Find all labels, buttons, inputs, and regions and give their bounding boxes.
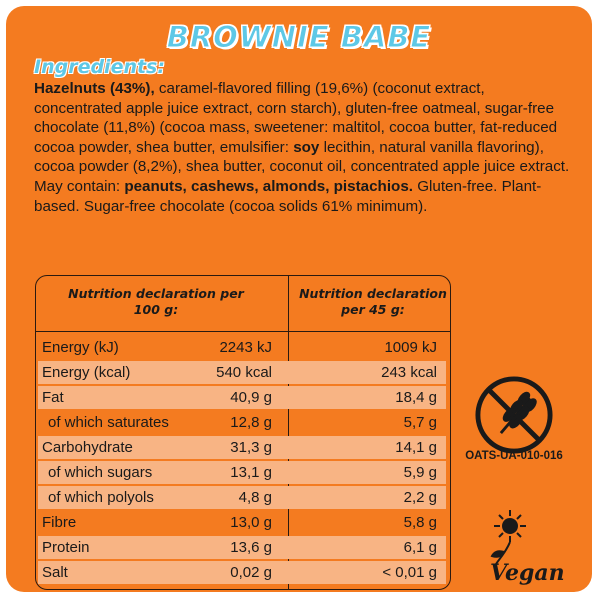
ingredient-highlight: soy: [293, 138, 320, 156]
product-label-card: [6, 6, 592, 592]
value-per-100g: 540 kcal: [216, 364, 272, 381]
value-per-100g: 40,9 g: [230, 389, 272, 406]
nutrition-row: [36, 510, 450, 535]
product-title: BROWNIE BABE: [166, 20, 432, 54]
nutrient-name: Fat: [42, 389, 64, 406]
header-separator: [36, 331, 450, 332]
value-per-100g: 4,8 g: [238, 489, 272, 506]
value-per-45g: < 0,01 g: [382, 564, 437, 581]
nutrition-row: [36, 535, 450, 560]
ingredient-highlight: Hazelnuts (43%),: [34, 80, 155, 97]
nutrient-name: Salt: [42, 564, 68, 581]
ingredient-highlight: peanuts, cashews, almonds, pistachios.: [124, 177, 413, 195]
value-per-100g: 2243 kJ: [219, 339, 272, 356]
value-per-45g: 2,2 g: [403, 489, 437, 506]
value-per-45g: 6,1 g: [403, 539, 437, 556]
nutrition-row: [36, 435, 450, 460]
nutrition-row: [36, 360, 450, 385]
value-per-100g: 13,0 g: [230, 514, 272, 531]
nutrient-name: of which saturates: [48, 414, 169, 431]
nutrition-rows: [36, 335, 450, 585]
value-per-100g: 0,02 g: [230, 564, 272, 581]
nutrition-table: [35, 275, 451, 590]
nutrition-row: [36, 560, 450, 585]
header-per-45g: Nutrition declaration per 45 g:: [299, 286, 447, 317]
ingredient-text: Gluten-free. Plant-based. Sugar-free chocolate (cocoa solids 61% minimum).: [34, 177, 542, 215]
nutrient-name: of which polyols: [48, 489, 154, 506]
ingredients-text: [34, 79, 574, 216]
value-per-45g: 1009 kJ: [384, 339, 437, 356]
nutrient-name: Energy (kcal): [42, 364, 131, 381]
value-per-45g: 243 kcal: [381, 364, 437, 381]
value-per-100g: 13,1 g: [230, 464, 272, 481]
vegan-logo-text: Vegan: [490, 560, 565, 586]
value-per-100g: 13,6 g: [230, 539, 272, 556]
nutrition-row: [36, 460, 450, 485]
nutrient-name: Energy (kJ): [42, 339, 119, 356]
nutrient-name: of which sugars: [48, 464, 153, 481]
nutrient-name: Protein: [42, 539, 90, 556]
crossed-grain-icon: [473, 374, 555, 456]
nutrition-row: [36, 410, 450, 435]
oats-certification-code: OATS-UA-010-016: [465, 450, 563, 462]
nutrition-row: [36, 485, 450, 510]
vegan-sunflower-icon: [476, 506, 570, 588]
ingredient-text: caramel-flavored filling (19,6%) (coconut extract, concentrated apple juice extract, corn starch), gluten-free oatmeal, sugar-free chocolate (11,8%) (cocoa mass, sweetener: maltitol, cocoa butter, fat-reduced cocoa powder, shea butter, emulsifier:: [34, 80, 558, 156]
nutrient-name: Fibre: [42, 514, 77, 531]
value-per-100g: 31,3 g: [230, 439, 272, 456]
ingredients-heading: Ingredients:: [34, 56, 165, 78]
value-per-45g: 14,1 g: [395, 439, 437, 456]
nutrient-name: Carbohydrate: [42, 439, 133, 456]
value-per-45g: 5,9 g: [403, 464, 437, 481]
nutrition-row: [36, 335, 450, 360]
value-per-45g: 18,4 g: [395, 389, 437, 406]
value-per-45g: 5,8 g: [403, 514, 437, 531]
value-per-100g: 12,8 g: [230, 414, 272, 431]
value-per-45g: 5,7 g: [403, 414, 437, 431]
header-per-100g: Nutrition declaration per 100 g:: [68, 286, 244, 317]
ingredient-text: lecithin, natural vanilla flavoring), cocoa powder (8,2%), shea butter, coconut oil, concentrated apple juice extract. May contain:: [34, 138, 570, 195]
nutrition-row: [36, 385, 450, 410]
